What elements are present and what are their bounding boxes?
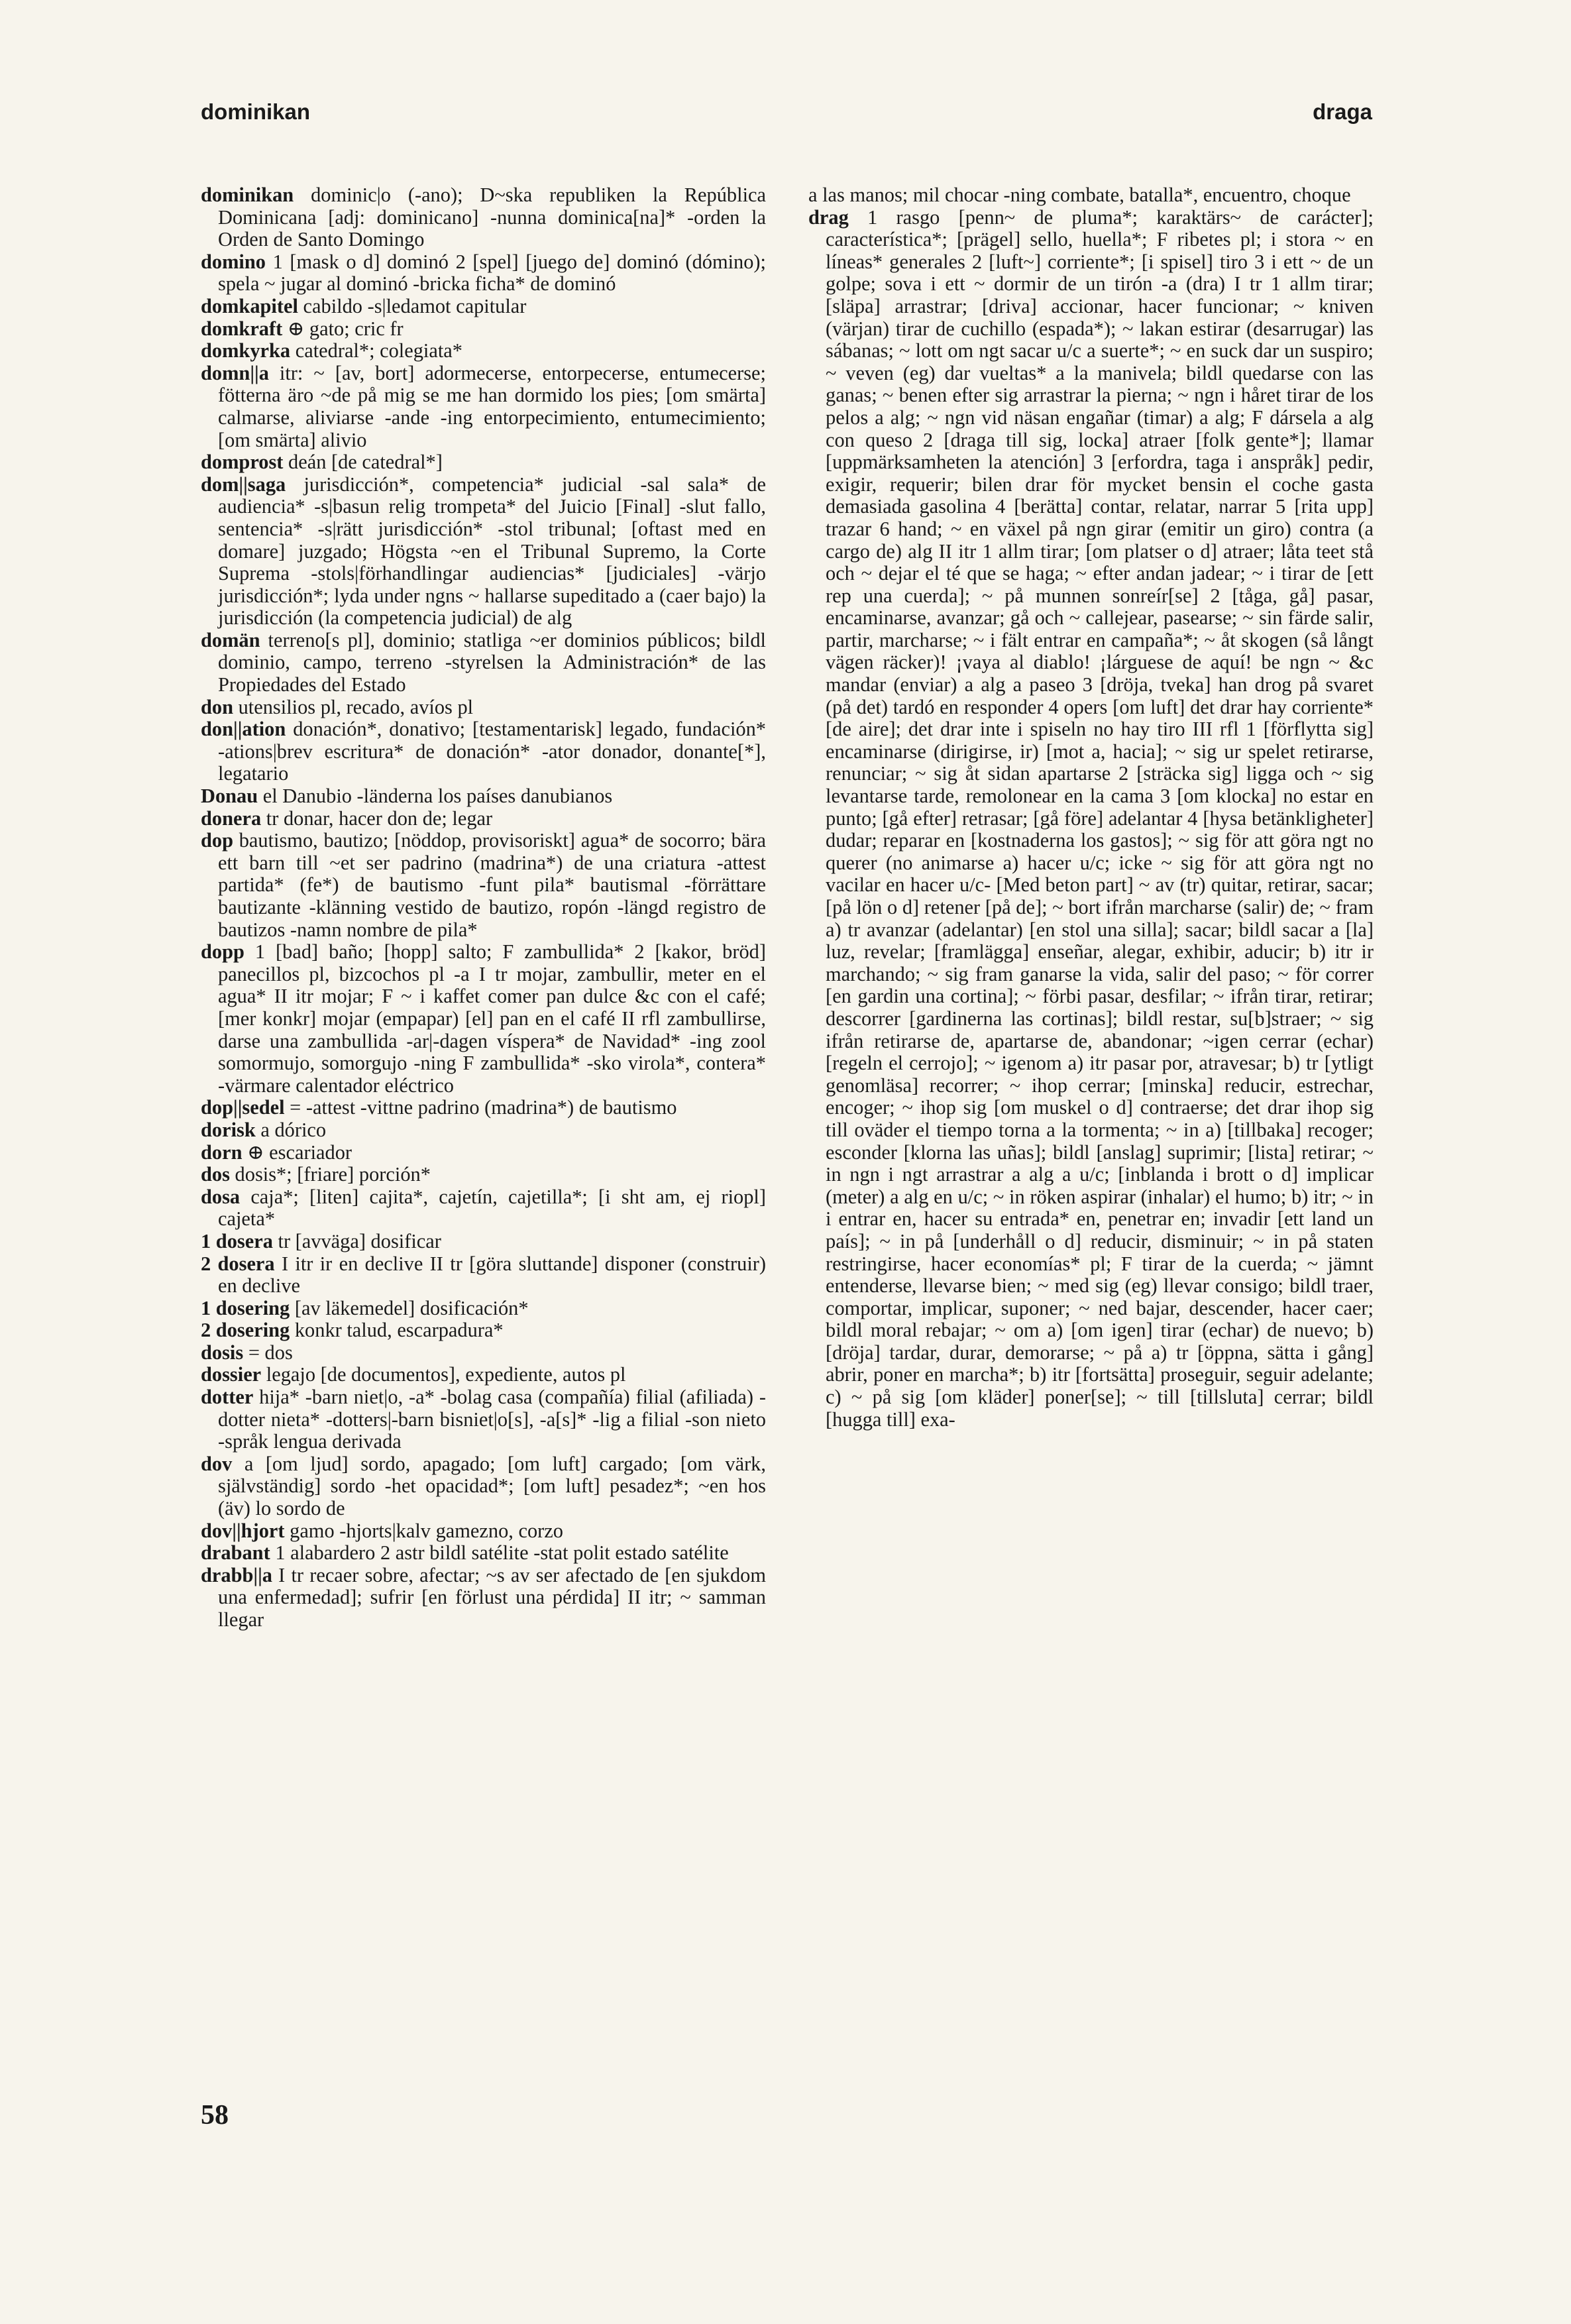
dictionary-entry	[201, 1565, 766, 1632]
entry-definition: cabildo -s|ledamot capitular	[303, 294, 527, 317]
entry-headword: don	[201, 695, 233, 718]
dictionary-entry	[201, 1342, 766, 1364]
entry-headword: 1 dosering	[201, 1296, 290, 1319]
entry-definition: ⊕ escariador	[247, 1140, 352, 1164]
entry-definition: terreno[s pl], dominio; statliga ~er dominios públicos; bildl dominio, campo, terreno -styrelsen la Administración* de las Propiedades del Estado	[218, 628, 766, 696]
dictionary-entry	[201, 362, 766, 451]
entry-definition: a las manos; mil chocar -ning combate, batalla*, encuentro, choque	[808, 184, 1351, 206]
columns	[201, 184, 1374, 2106]
dictionary-entry	[201, 1119, 766, 1142]
entry-headword: domino	[201, 250, 266, 273]
entry-headword: dorn	[201, 1140, 243, 1164]
dictionary-entry	[201, 808, 766, 830]
entry-definition: el Danubio -länderna los países danubianos	[262, 785, 613, 808]
entry-definition: 1 [bad] baño; [hopp] salto; F zambullida* 2 [kakor, bröd] panecillos pl, bizcochos pl -a I tr mojar, zambullir, meter en el agua* II itr mojar; F ~ i kaffet comer pan dulce &c con el café; [mer konkr] mojar (empapar) [el] pan en el café II rfl zambullirse, darse una zambullida -ar|-dagen víspera* de Navidad* -ing zool somormujo, somorgujo -ning F zambullida* -sko virola*, contera* -värmare calentador eléctrico	[218, 940, 766, 1097]
entry-headword: domprost	[201, 451, 284, 474]
entry-headword: dos	[201, 1163, 230, 1186]
entry-headword: drabb||a	[201, 1563, 272, 1586]
dictionary-entry	[201, 474, 766, 630]
entry-definition: = -attest -vittne padrino (madrina*) de bautismo	[290, 1096, 677, 1119]
entry-headword: dossier	[201, 1363, 262, 1386]
dictionary-entry	[201, 1253, 766, 1298]
entry-headword: domkyrka	[201, 339, 291, 362]
entry-definition: dosis*; [friare] porción*	[235, 1163, 431, 1186]
entry-definition: = dos	[248, 1341, 293, 1364]
entry-definition: hija* -barn niet|o, -a* -bolag casa (compañía) filial (afiliada) -dotter nieta* -dotters|-barn bisniet|o[s], -a[s]* -lig a filial -son nieto -språk lengua derivada	[218, 1386, 766, 1453]
dictionary-entry	[201, 630, 766, 696]
entry-headword: dov	[201, 1452, 233, 1475]
dictionary-entry	[201, 318, 766, 341]
entry-definition: bautismo, bautizo; [nöddop, provisoriskt] agua* de socorro; bära ett barn till ~et ser padrino (madrina*) de una criatura -attest partida* (fe*) de bautismo -funt pila* bautismal -förrättare bautizante -klänning vestido de bautizo, ropón -längd registro de bautizos -namn nombre de pila*	[218, 829, 766, 941]
entry-headword: dom||saga	[201, 472, 286, 496]
dictionary-entry	[201, 785, 766, 808]
dictionary-entry	[201, 1319, 766, 1342]
entry-headword: dosis	[201, 1341, 244, 1364]
entry-headword: dov||hjort	[201, 1519, 285, 1542]
entry-headword: don||ation	[201, 718, 286, 741]
entry-headword: drabant	[201, 1541, 270, 1565]
running-head-left: dominikan	[201, 99, 311, 124]
entry-headword: drag	[808, 205, 849, 229]
dictionary-entry	[201, 184, 766, 251]
entry-headword: dopp	[201, 940, 244, 964]
entry-headword: domkraft	[201, 317, 283, 340]
entry-definition: I tr recaer sobre, afectar; ~s av ser afectado de [en sjukdom una enfermedad]; sufrir [en förlust una pérdida] II itr; ~ samman llegar	[218, 1563, 766, 1631]
dictionary-entry	[201, 1298, 766, 1320]
entry-headword: donera	[201, 806, 262, 830]
dictionary-entry	[201, 830, 766, 941]
entry-definition: tr donar, hacer don de; legar	[266, 806, 493, 830]
entry-definition: utensilios pl, recado, avíos pl	[238, 695, 474, 718]
entry-headword: 2 dosera	[201, 1252, 275, 1275]
dictionary-entry	[201, 296, 766, 318]
entry-definition: donación*, donativo; [testamentarisk] legado, fundación* -ations|brev escritura* de donación* -ator donador, donante[*], legatario	[218, 718, 766, 785]
dictionary-entry	[201, 1186, 766, 1231]
entry-definition: I itr ir en declive II tr [göra sluttande] disponer (construir) en declive	[218, 1252, 766, 1298]
entry-headword: dotter	[201, 1386, 254, 1409]
entry-definition: jurisdicción*, competencia* judicial -sal sala* de audiencia* -s|basun relig trompeta* del Juicio [Final] -slut fallo, sentencia* -s|rätt jurisdicción* -stol tribunal; [oftast med en domare] juzgado; Högsta ~en el Tribunal Supremo, la Corte Suprema -stols|förhandlingar audiencias* [judiciales] -värjo jurisdicción*; lyda under ngns ~ hallarse supeditado a (caer bajo) la jurisdicción (la competencia judicial) de alg	[218, 472, 766, 630]
entry-headword: domän	[201, 628, 260, 651]
dictionary-entry	[201, 718, 766, 785]
entry-definition: konkr talud, escarpadura*	[294, 1319, 504, 1342]
entry-definition: ⊕ gato; cric fr	[287, 317, 404, 340]
entry-headword: 2 dosering	[201, 1319, 290, 1342]
dictionary-entry	[201, 696, 766, 719]
right-column	[808, 184, 1374, 2106]
dictionary-entry	[201, 1542, 766, 1565]
dictionary-entry	[201, 1386, 766, 1453]
entry-headword: dorisk	[201, 1118, 256, 1141]
dictionary-entry	[201, 451, 766, 474]
entry-definition: catedral*; colegiata*	[295, 339, 462, 362]
dictionary-entry	[201, 251, 766, 296]
entry-definition: tr [avväga] dosificar	[278, 1229, 441, 1252]
entry-definition: caja*; [liten] cajita*, cajetín, cajetilla*; [i sht am, ej riopl] cajeta*	[218, 1185, 766, 1231]
entry-headword: Donau	[201, 785, 258, 808]
entry-headword: 1 dosera	[201, 1229, 273, 1252]
entry-headword: domkapitel	[201, 294, 298, 317]
entry-definition: a dórico	[260, 1118, 327, 1141]
entry-headword: domn||a	[201, 361, 269, 384]
dictionary-entry	[201, 340, 766, 362]
entry-definition: 1 [mask o d] dominó 2 [spel] [juego de] dominó (dómino); spela ~ jugar al dominó -bricka ficha* de dominó	[218, 250, 766, 296]
dictionary-entry	[201, 1142, 766, 1164]
dictionary-entry	[201, 1520, 766, 1543]
entry-headword: dosa	[201, 1185, 241, 1208]
entry-definition: [av läkemedel] dosificación*	[294, 1296, 529, 1319]
dictionary-entry	[201, 1453, 766, 1520]
dictionary-entry	[201, 1231, 766, 1253]
dictionary-entry	[201, 1164, 766, 1186]
entry-definition: deán [de catedral*]	[288, 451, 443, 474]
running-head-right: draga	[1313, 99, 1372, 124]
entry-headword: dop	[201, 829, 233, 852]
entry-definition: legajo [de documentos], expediente, autos pl	[266, 1363, 626, 1386]
dictionary-entry	[201, 1097, 766, 1119]
dictionary-entry	[201, 1364, 766, 1386]
entry-definition: 1 alabardero 2 astr bildl satélite -stat polit estado satélite	[275, 1541, 729, 1565]
entry-definition: gamo -hjorts|kalv gamezno, corzo	[290, 1519, 563, 1542]
entry-definition: a [om ljud] sordo, apagado; [om luft] cargado; [om värk, självständig] sordo -het opacidad*; [om luft] pesadez*; ~en hos (äv) lo sordo de	[218, 1452, 766, 1520]
left-column	[201, 184, 766, 2106]
entry-definition: dominic|o (-ano); D~ska republiken la República Dominicana [adj: dominicano] -nunna dominica[na]* -orden la Orden de Santo Domingo	[218, 184, 766, 251]
entry-headword: dop||sedel	[201, 1096, 285, 1119]
entry-headword: dominikan	[201, 184, 294, 206]
page-number: 58	[201, 2100, 229, 2130]
entry-definition: 1 rasgo [penn~ de pluma*; karaktärs~ de carácter]; característica*; [prägel] sello, huella*; F ribetes pl; i stora ~ en líneas* generales 2 [luft~] corriente*; [i spisel] tiro 3 i ett ~ de un golpe; sova i ett ~ dormir de un tirón -a (dra) I tr 1 allm tirar; [släpa] arrastrar; [driva] accionar, hacer funcionar; ~ kniven (värjan) tirar de cuchillo (espada*); ~ lakan estirar (desarrugar) las sábanas; ~ lott om ngt sacar u/c a suerte*; ~ en suck dar un suspiro; ~ veven (eg) dar vueltas* a la manivela; bildl quedarse con las ganas; ~ benen efter sig arrastrar la pierna; ~ ngn i håret tirar de los pelos a alg; ~ ngn vid näsan engañar (timar) a alg; F dársela a alg con queso 2 [draga till sig, locka] atraer [folk gente*]; llamar [uppmärksamheten la atención] 3 [erfordra, taga i anspråk] pedir, exigir, requerir; bilen drar för mycket bensin el coche gasta demasiada gasolina 4 [berätta] contar, relatar, narrar 5 [rita upp] trazar 6 hand; ~ en växel på ngn girar (emitir un giro) contra (a cargo de) alg II itr 1 allm tirar; [om platser o d] atraer; låta teet stå och ~ dejar el té que se haga; ~ efter andan jadear; ~ i tirar de [ett rep una cuerda]; ~ på munnen sonreír[se] 2 [tåga, gå] pasar, encaminarse, avanzar; gå och ~ callejear, pasearse; ~ sin färde salir, partir, marcharse; ~ i fält entrar en campaña*; ~ åt skogen (så långt vägen räcker)! ¡vaya al diablo! ¡lárguese de aquí! be ngn ~ &c mandar (enviar) a alg a paseo 3 [dröja, tveka] han drog på svaret (på det) tardó en responder 4 opers [om luft] det drar hay corriente* [de aire]; det drar inte i spiseln no hay tiro III rfl 1 [förflytta sig] encaminarse (dirigirse, ir) [mot a, hacia]; ~ sig ur spelet retirarse, renunciar; ~ sig åt sidan apartarse 2 [sträcka sig] ligga och ~ sig levantarse tarde, remolonear en la cama 3 [om klocka] no estar en punto; [gå efter] retrasar; [gå före] adelantar 4 [hysa betänkligheter] dudar; reparar en [kostnaderna los gastos]; ~ sig för att göra ngt no querer (no animarse a) hacer u/c; icke ~ sig för att göra ngt no vacilar en hacer u/c- [Med beton part] ~ av (tr) quitar, retirar, sacar; [på lön o d] retener [på de]; ~ bort ifrån marcharse (salir) de; ~ fram a) tr avanzar (adelantar) [en stol una silla]; sacar; bildl sacar a [la] luz, revelar; [framlägga] enseñar, alegar, exhibir, aducir; b) itr ir marchando; ~ sig fram ganarse la vida, salir del paso; ~ för correr [en gardin una cortina]; ~ förbi pasar, desfilar; ~ ifrån tirar, retirar; descorrer [gardinerna las cortinas]; bildl restar, su[b]straer; ~ sig ifrån retirarse de, apartarse de, abandonar; ~igen cerrar (echar) [regeln el cerrojo]; ~ igenom a) itr pasar por, atravesar; b) tr [ytligt genomläsa] recorrer; ~ ihop cerrar; [minska] reducir, estrechar, encoger; ~ ihop sig [om muskel o d] contraerse; det drar ihop sig till oväder el tiempo torna a la tormenta; ~ in a) [tillbaka] recoger; esconder [klorna las uñas]; bildl [anslag] suprimir; [lista] retirar; ~ in ngn i ngt arrastrar a alg a u/c; [inblanda i brott o d] implicar (meter) a alg en u/c; ~ in röken aspirar (inhalar) el humo; b) itr; ~ in i entrar en, hacer su entrada* en, penetrar en; invadir [ett land un país]; ~ in på [underhåll o d] reducir, disminuir; ~ in på staten restringirse, hacer economías* pl; F tirar de la cuerda; ~ jämnt entenderse, llevarse bien; ~ med sig (eg) llevar consigo; bildl traer, comportar, implicar, suponer; ~ ned bajar, descender, hacer caer; bildl moral rebajar; ~ om a) [om igen] tirar (echar) de nuevo; b) [dröja] tardar, durar, demorarse; ~ på a) tr [öppna, sätta i gång] abrir, poner en marcha*; b) itr [fortsätta] proseguir, seguir adelante; c) ~ på sig [om kläder] poner[se]; ~ till [tillsluta] cerrar; bildl [hugga till] exa-	[826, 205, 1374, 1431]
dictionary-entry	[808, 184, 1374, 207]
dictionary-entry	[808, 207, 1374, 1431]
entry-definition: itr: ~ [av, bort] adormecerse, entorpecerse, entumecerse; fötterna äro ~de på mig se me han dormido los pies; [om smärta] calmarse, aliviarse -ande -ing entorpecimiento, entumecimiento; [om smärta] alivio	[218, 361, 766, 451]
dictionary-entry	[201, 941, 766, 1097]
